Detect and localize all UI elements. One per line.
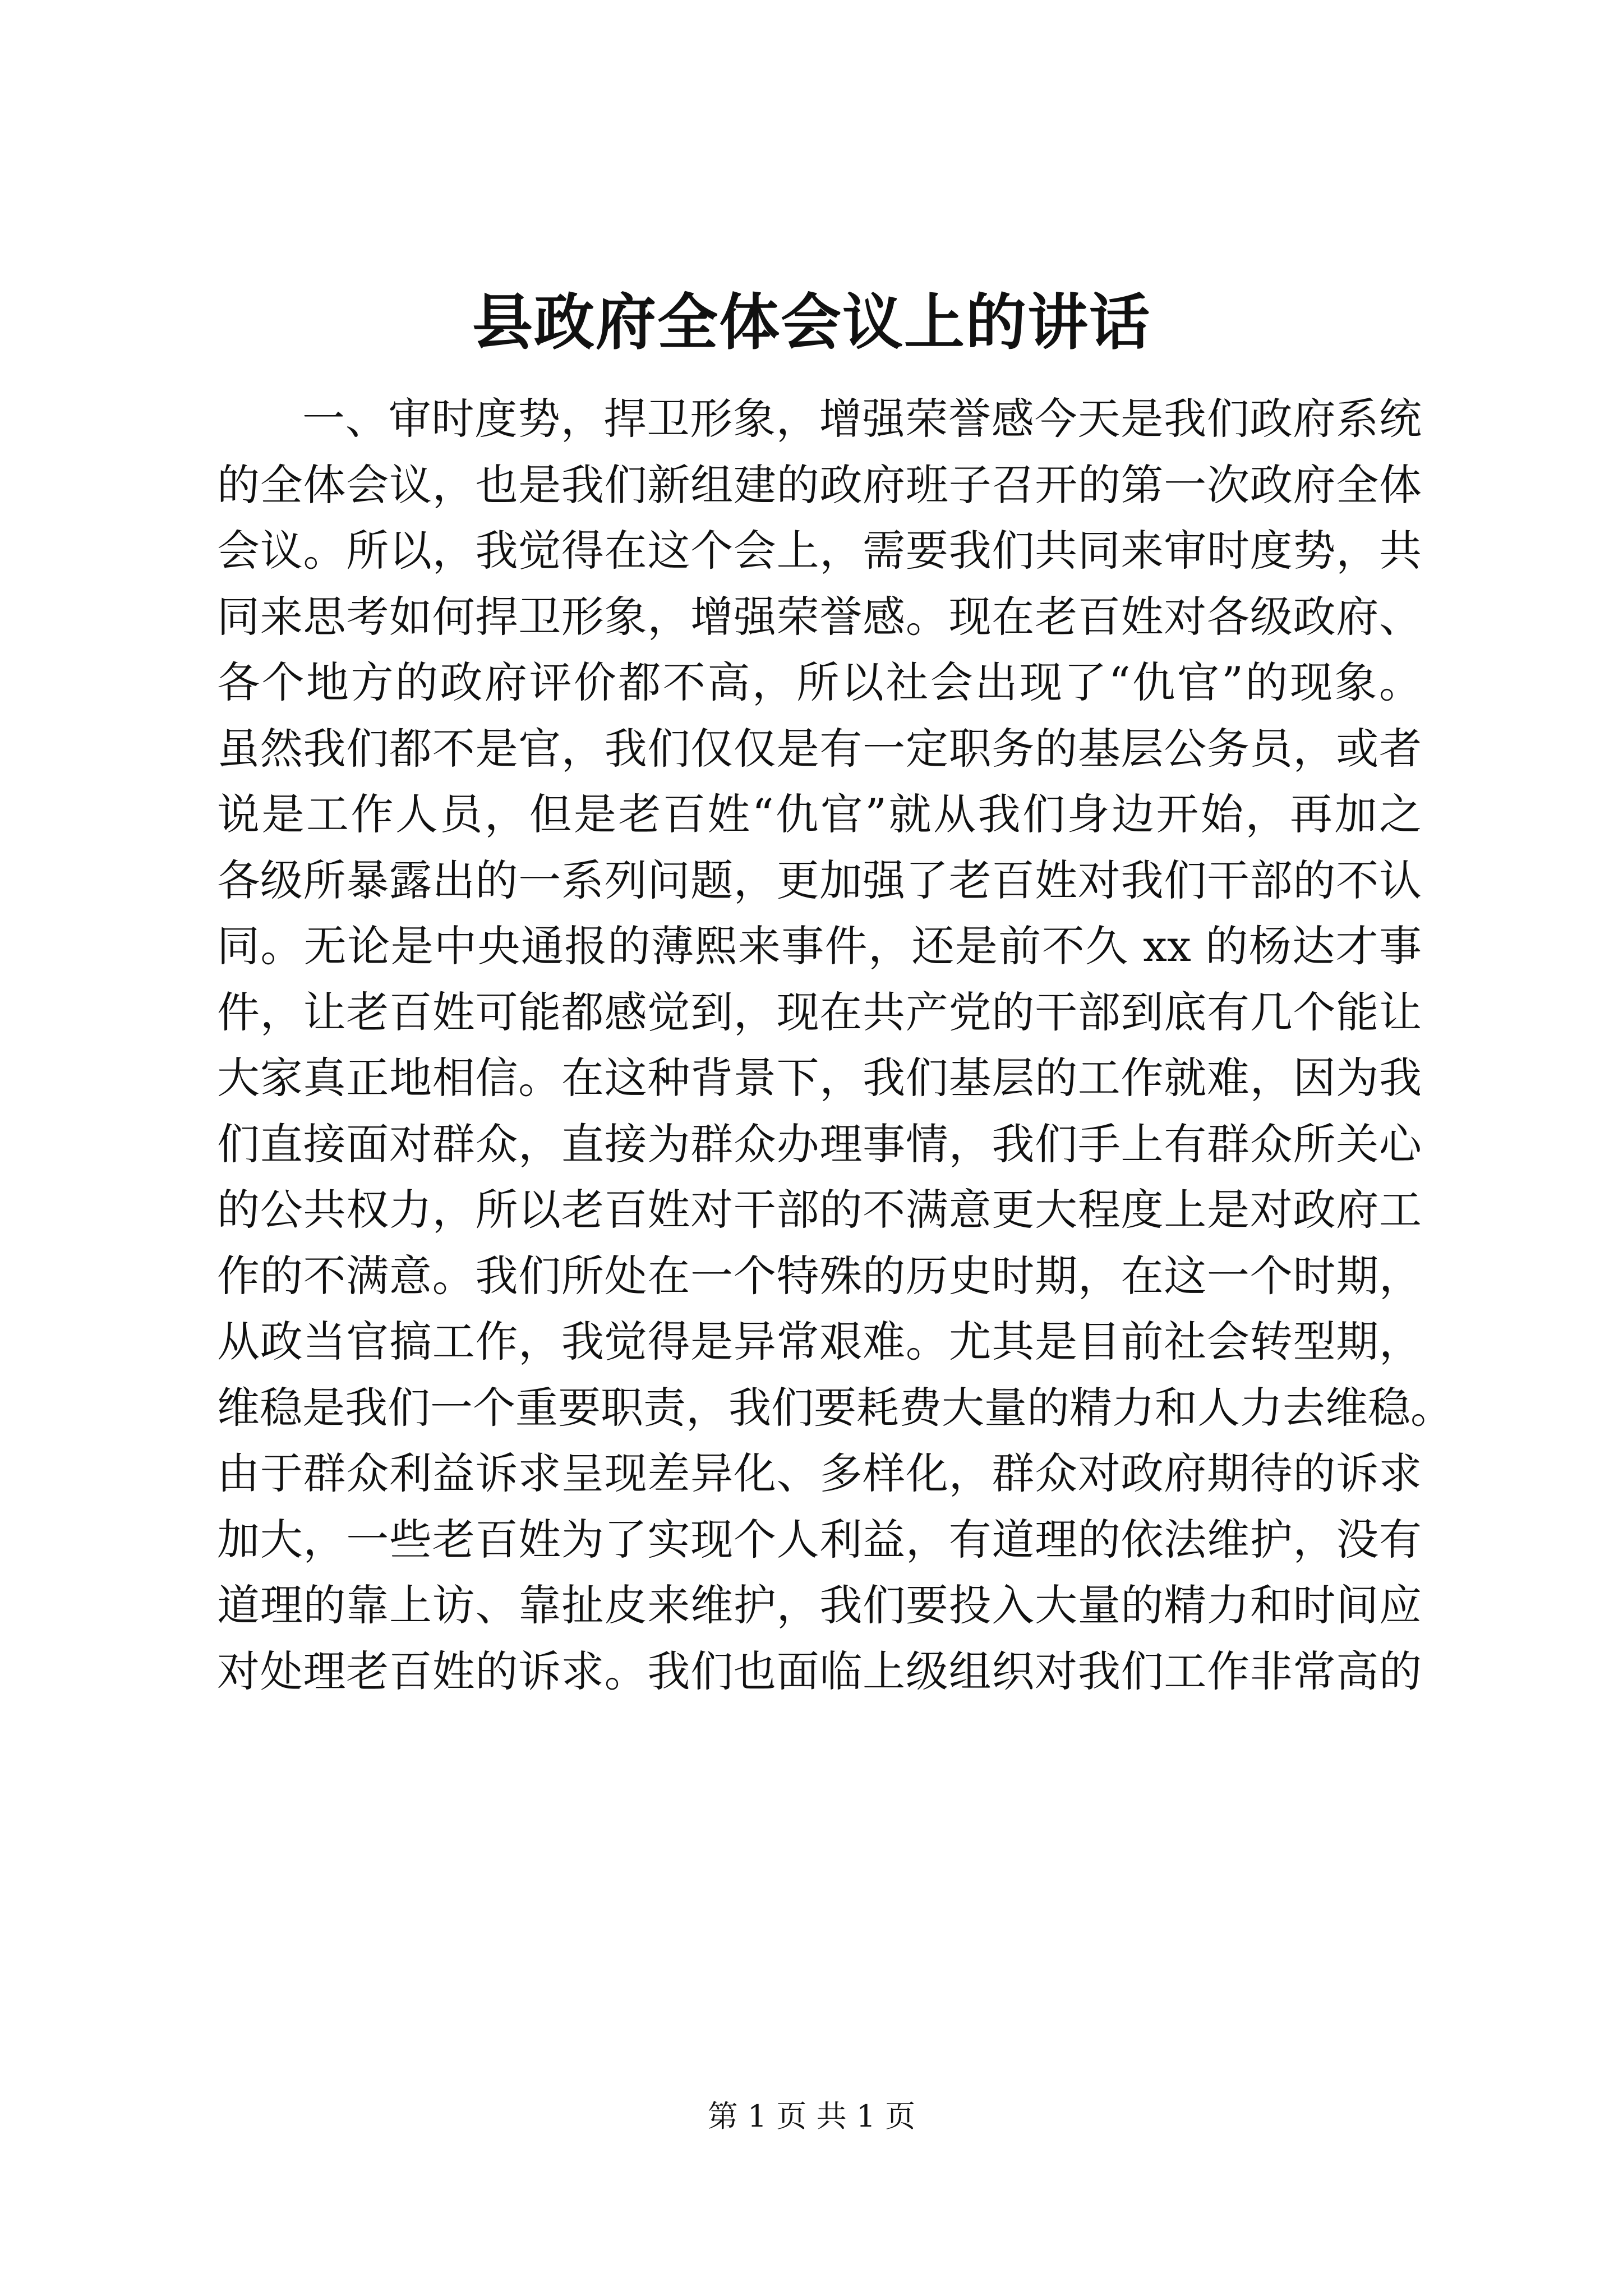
paragraph-line: 的公共权力，所以老百姓对干部的不满意更大程度上是对政府工 xyxy=(217,1185,1422,1235)
paragraph-line: 同。无论是中央通报的薄熙来事件，还是前不久 xx 的杨达才事 xyxy=(217,921,1422,971)
paragraph-line: 加大，一些老百姓为了实现个人利益，有道理的依法维护，没有 xyxy=(217,1514,1422,1565)
paragraph-line: 件，让老百姓可能都感觉到，现在共产党的干部到底有几个能让 xyxy=(217,987,1422,1037)
paragraph-line: 从政当官搞工作，我觉得是异常艰难。尤其是目前社会转型期， xyxy=(217,1317,1422,1366)
paragraph-line: 对处理老百姓的诉求。我们也面临上级组织对我们工作非常高的 xyxy=(217,1646,1422,1696)
document-body xyxy=(217,386,1453,1704)
paragraph-line: 大家真正地相信。在这种背景下，我们基层的工作就难，因为我 xyxy=(217,1053,1422,1103)
paragraph-line: 说是工作人员，但是老百姓“仇官”就从我们身边开始，再加之 xyxy=(217,789,1422,839)
paragraph-line: 各个地方的政府评价都不高，所以社会出现了“仇官”的现象。 xyxy=(217,657,1422,707)
document-title: 县政府全体会议上的讲话 xyxy=(472,287,1151,358)
paragraph-line: 道理的靠上访、靠扯皮来维护，我们要投入大量的精力和时间应 xyxy=(217,1580,1422,1630)
paragraph-line: 一、审时度势，捍卫形象，增强荣誉感今天是我们政府系统 xyxy=(302,394,1422,444)
paragraph-line: 各级所暴露出的一系列问题，更加强了老百姓对我们干部的不认 xyxy=(217,855,1422,905)
page-footer: 第 1 页 共 1 页 xyxy=(707,2099,916,2134)
paragraph-line: 们直接面对群众，直接为群众办理事情，我们手上有群众所关心 xyxy=(217,1119,1422,1169)
paragraph-line: 维稳是我们一个重要职责，我们要耗费大量的精力和人力去维稳。 xyxy=(217,1382,1453,1433)
paragraph-line: 的全体会议，也是我们新组建的政府班子召开的第一次政府全体 xyxy=(217,459,1422,510)
paragraph-line: 作的不满意。我们所处在一个特殊的历史时期，在这一个时期， xyxy=(217,1250,1422,1301)
paragraph-line: 由于群众利益诉求呈现差异化、多样化，群众对政府期待的诉求 xyxy=(217,1448,1422,1498)
paragraph-line: 虽然我们都不是官，我们仅仅是有一定职务的基层公务员，或者 xyxy=(217,723,1422,774)
paragraph-line: 同来思考如何捍卫形象，增强荣誉感。现在老百姓对各级政府、 xyxy=(217,591,1422,642)
paragraph-line: 会议。所以，我觉得在这个会上，需要我们共同来审时度势，共 xyxy=(217,526,1422,576)
